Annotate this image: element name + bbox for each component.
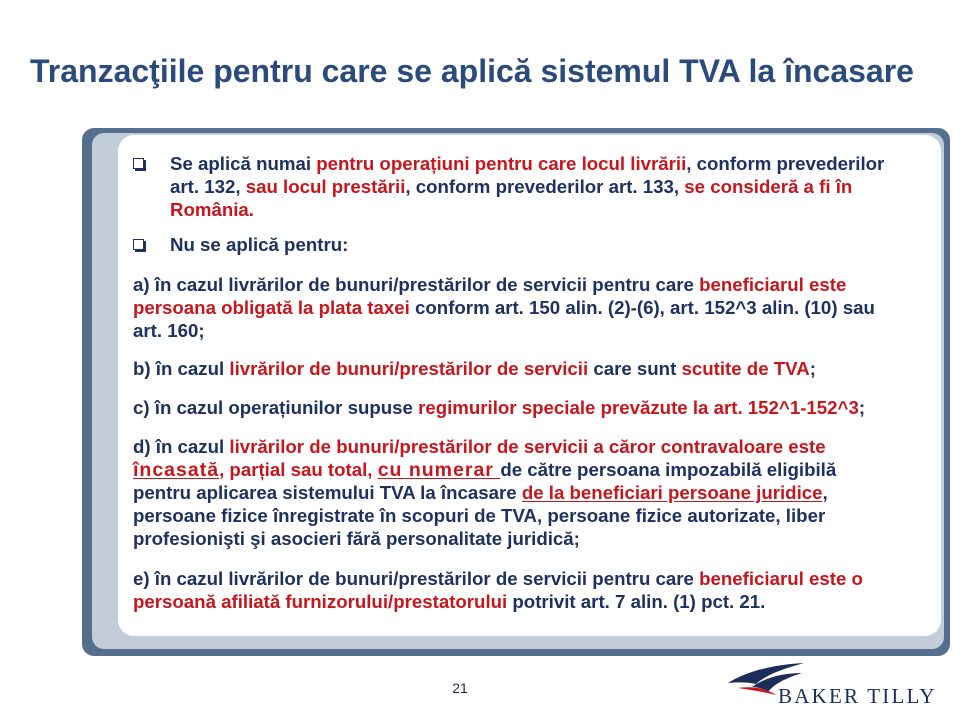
body-text: e) în cazul livrărilor de bunuri/prestărilor de servicii pentru care [133, 568, 700, 589]
highlighted-text: , parțial sau total, [219, 459, 378, 480]
highlighted-text: persoana obligată la plata taxei [133, 297, 410, 318]
text-line [133, 527, 836, 550]
item-d [133, 435, 836, 550]
text-line [133, 567, 863, 590]
highlighted-text: scutite de TVA [681, 358, 810, 379]
body-text: b) în cazul [133, 358, 230, 379]
body-text: , [822, 482, 828, 503]
highlighted-text: România. [170, 199, 254, 220]
bullet-point-1 [170, 152, 884, 221]
highlighted-text: beneficiarul este o [699, 568, 863, 589]
text-line [133, 458, 836, 481]
highlighted-text: regimurilor speciale prevăzute la art. 152^1-152^3 [418, 397, 859, 418]
text-line [133, 296, 875, 319]
text-line [133, 273, 875, 296]
body-text: art. 160; [133, 320, 205, 341]
highlighted-text: beneficiarul este [699, 274, 847, 295]
highlighted-text: livrărilor de bunuri/prestărilor de servicii [229, 358, 589, 379]
text-line [170, 175, 884, 198]
item-c [133, 396, 865, 419]
text-line [133, 319, 875, 342]
body-text: ; [858, 397, 866, 418]
body-text: d) în cazul [133, 436, 230, 457]
body-text: profesionişti şi asocieri fără personalitate juridică; [133, 528, 580, 549]
body-text: art. 132, [170, 176, 246, 197]
body-text: Nu se aplică pentru: [170, 234, 349, 255]
text-line [133, 481, 836, 504]
content-panel [118, 135, 941, 636]
highlighted-text: se consideră a fi în [684, 176, 853, 197]
bullet-point-2 [170, 233, 348, 256]
text-line [133, 435, 836, 458]
body-text: , conform prevederilor art. 133, [405, 176, 685, 197]
body-text: persoane fizice înregistrate în scopuri de TVA, persoane fizice autorizate, liber [133, 505, 826, 526]
body-text: , conform prevederilor [686, 153, 885, 174]
item-e [133, 567, 863, 613]
highlighted-text: sau locul prestării [245, 176, 406, 197]
text-line [170, 233, 348, 256]
underlined-highlight-text: încasată [133, 459, 220, 481]
underlined-highlight-text: de la beneficiari persoane juridice [521, 482, 823, 503]
highlighted-text: pentru operațiuni pentru care locul livrării [316, 153, 687, 174]
body-text: potrivit art. 7 alin. (1) pct. 21. [507, 591, 766, 612]
text-line [133, 396, 865, 419]
page-number: 21 [452, 680, 468, 696]
body-text: care sunt [588, 358, 682, 379]
item-b [133, 357, 816, 380]
item-a [133, 273, 875, 342]
body-text: de către persoana impozabilă eligibilă [500, 459, 837, 480]
text-line [170, 198, 884, 221]
square-bullet-icon [133, 158, 144, 169]
underlined-highlight-text: cu numerar [377, 459, 501, 481]
body-text: ; [809, 358, 816, 379]
text-line [170, 152, 884, 175]
body-text: c) în cazul operațiunilor supuse [133, 397, 419, 418]
highlighted-text: livrărilor de bunuri/prestărilor de servicii a căror contravaloare este [229, 436, 826, 457]
body-text: pentru aplicarea sistemului TVA la încasare [133, 482, 522, 503]
body-text: a) în cazul livrărilor de bunuri/prestărilor de servicii pentru care [133, 274, 700, 295]
body-text: conform art. 150 alin. (2)-(6), art. 152^3 alin. (10) sau [409, 297, 875, 318]
body-text: Se aplică numai [170, 153, 317, 174]
text-line [133, 590, 863, 613]
highlighted-text: persoană afiliată furnizorului/prestatorului [133, 591, 508, 612]
text-line [133, 357, 816, 380]
text-line [133, 504, 836, 527]
square-bullet-icon [133, 239, 144, 250]
company-logo-text: BAKER TILLY [778, 684, 937, 708]
slide-title: Tranzacţiile pentru care se aplică sistemul TVA la încasare [30, 53, 914, 89]
